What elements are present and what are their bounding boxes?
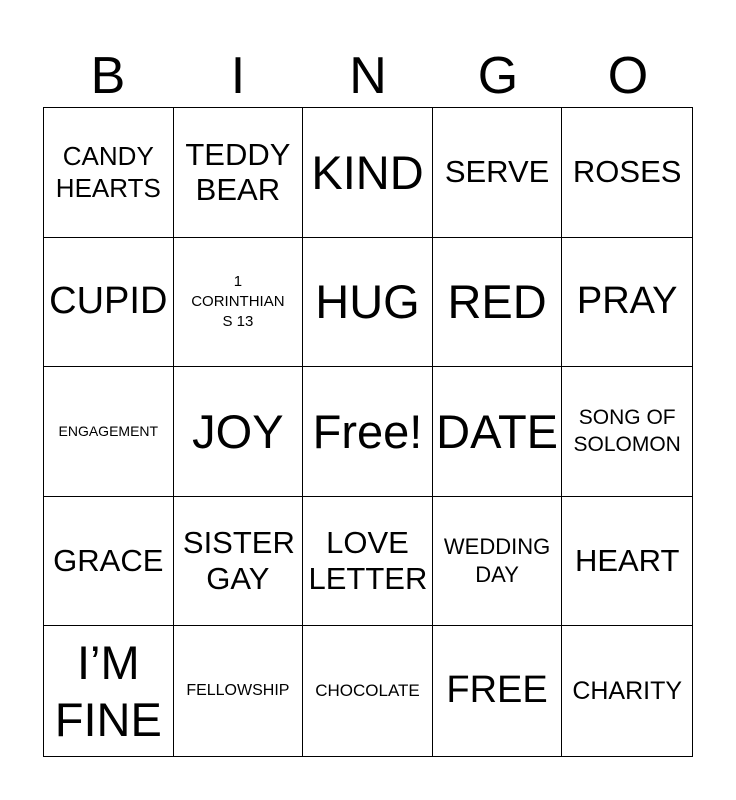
cell-label: I’M FINE	[54, 635, 162, 747]
bingo-cell[interactable]	[562, 497, 692, 627]
header-letter-g: G	[477, 47, 519, 105]
cell-label: FREE	[446, 669, 548, 712]
bingo-cell[interactable]	[174, 367, 304, 497]
cell-label: RED	[447, 275, 547, 329]
bingo-cell[interactable]	[562, 367, 692, 497]
bingo-cell[interactable]	[44, 497, 174, 627]
header-letter-n: N	[349, 47, 387, 105]
cell-label: DATE	[436, 404, 559, 458]
cell-label: SERVE	[444, 154, 550, 190]
cell-label: CUPID	[49, 280, 168, 323]
bingo-cell[interactable]	[433, 367, 563, 497]
bingo-cell[interactable]	[174, 238, 304, 368]
cell-label: Free!	[312, 404, 423, 458]
bingo-cell[interactable]	[44, 238, 174, 368]
cell-label: GRACE	[53, 543, 164, 579]
bingo-cell[interactable]	[44, 367, 174, 497]
bingo-cell[interactable]	[44, 108, 174, 238]
cell-label: ENGAGEMENT	[58, 423, 159, 440]
bingo-cell[interactable]	[433, 238, 563, 368]
bingo-cell[interactable]	[44, 626, 174, 756]
cell-label: HUG	[315, 275, 420, 329]
bingo-cell[interactable]	[562, 626, 692, 756]
cell-label: JOY	[192, 404, 284, 458]
cell-label: CHOCOLATE	[315, 681, 420, 701]
bingo-cell[interactable]	[562, 108, 692, 238]
cell-label: TEDDY BEAR	[185, 136, 291, 208]
bingo-cell[interactable]	[174, 626, 304, 756]
header-letter-o: O	[607, 47, 649, 105]
cell-label: HEART	[574, 543, 680, 579]
bingo-cell[interactable]	[433, 108, 563, 238]
bingo-cell[interactable]	[303, 626, 433, 756]
bingo-cell[interactable]	[562, 238, 692, 368]
bingo-cell[interactable]	[433, 626, 563, 756]
bingo-cell[interactable]	[303, 238, 433, 368]
cell-label: 1 CORINTHIANS 13	[191, 272, 285, 331]
bingo-cell-free[interactable]	[303, 367, 433, 497]
cell-label: FELLOWSHIP	[186, 682, 290, 699]
cell-label: PRAY	[576, 280, 678, 323]
cell-label: ROSES	[572, 154, 682, 190]
header-letter-i: I	[230, 47, 246, 105]
bingo-cell[interactable]	[303, 497, 433, 627]
cell-label: SISTER GAY	[182, 525, 295, 597]
bingo-header	[43, 46, 693, 106]
cell-label: LOVE LETTER	[308, 525, 428, 597]
cell-label: CANDY HEARTS	[55, 140, 161, 204]
cell-label: SONG OF SOLOMON	[573, 406, 681, 457]
bingo-card-grid	[43, 107, 693, 757]
cell-label: KIND	[311, 145, 424, 199]
cell-label: WEDDING DAY	[443, 533, 551, 588]
bingo-cell[interactable]	[174, 497, 304, 627]
header-letter-b: B	[90, 47, 126, 105]
cell-label: CHARITY	[572, 676, 683, 705]
bingo-cell[interactable]	[303, 108, 433, 238]
bingo-cell[interactable]	[433, 497, 563, 627]
bingo-cell[interactable]	[174, 108, 304, 238]
